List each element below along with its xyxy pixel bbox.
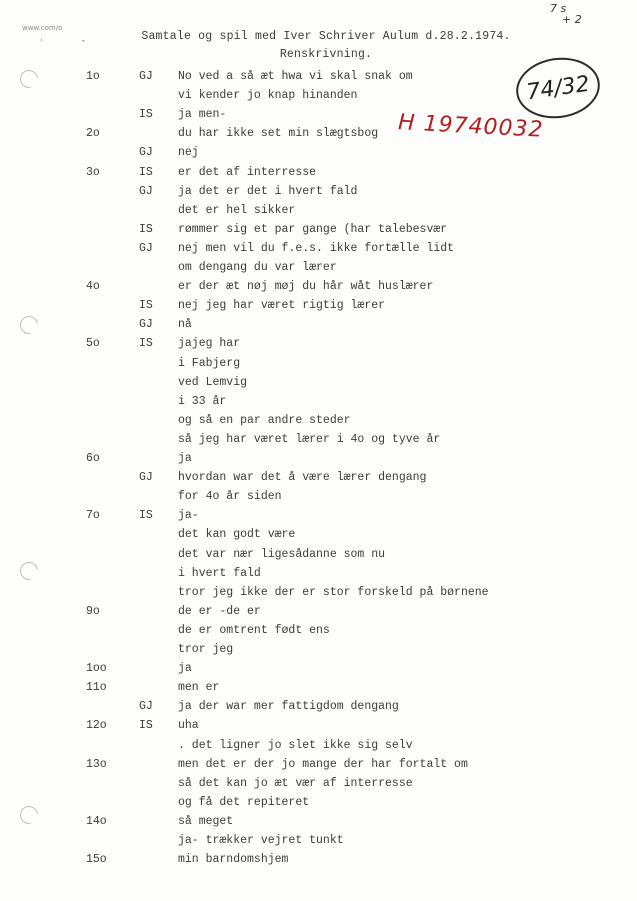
transcript-line — [0, 700, 637, 717]
spoken-text: ja- trækker vejret tunkt — [178, 834, 344, 847]
transcript-line — [0, 108, 637, 125]
handwritten-note-top-2: + 2 — [562, 13, 582, 26]
transcript-line — [0, 166, 637, 183]
spoken-text: ja — [178, 662, 192, 676]
line-number: 12o — [86, 719, 107, 733]
transcript-line — [0, 853, 637, 870]
transcript-line — [0, 815, 637, 832]
transcript-line — [0, 204, 637, 221]
speaker-initials: IS — [139, 299, 153, 313]
transcript-line — [0, 395, 637, 412]
speaker-initials: IS — [139, 222, 153, 236]
transcript-line — [0, 834, 637, 851]
spoken-text: så det kan jo æt vær af interresse — [178, 776, 413, 790]
spoken-text: det var nær ligesådanne som nu — [178, 547, 386, 561]
transcript-line — [0, 242, 637, 259]
transcript-line — [0, 318, 637, 335]
spoken-text: er der æt nøj møj du hår wåt huslærer — [178, 280, 434, 294]
line-number: 1oo — [86, 662, 107, 676]
document-title: Samtale og spil med Iver Schriver Aulum d.28.2.1974. — [141, 30, 511, 43]
spoken-text: det kan godt være — [178, 528, 296, 542]
spoken-text: nej — [178, 146, 199, 160]
transcript-line — [0, 567, 637, 584]
spoken-text: ved Lemvig — [178, 375, 248, 389]
speaker-initials: GJ — [139, 700, 153, 714]
spoken-text: så jeg har været lærer i 4o og tyve år — [178, 432, 441, 446]
line-number: 15o — [86, 853, 107, 867]
circled-archive-number: 74/32 — [512, 52, 604, 123]
spoken-text: ja der war mer fattigdom dengang — [178, 700, 399, 714]
line-number: 1o — [86, 70, 100, 83]
spoken-text: de er omtrent født ens — [178, 623, 330, 637]
spoken-text: er det af interresse — [178, 165, 317, 179]
line-number: 2o — [86, 127, 100, 141]
speaker-initials: GJ — [139, 318, 153, 332]
transcript-line — [0, 433, 637, 450]
speaker-initials: IS — [139, 509, 153, 523]
speaker-initials: IS — [139, 337, 153, 351]
transcript-line — [0, 452, 637, 469]
speaker-initials: IS — [139, 108, 153, 122]
spoken-text: nej men vil du f.e.s. ikke fortælle lidt — [178, 241, 455, 255]
spoken-text: ja- — [178, 509, 199, 523]
line-number: 6o — [86, 452, 100, 465]
speaker-initials: GJ — [139, 241, 153, 255]
spoken-text: og få det repiteret — [178, 795, 310, 809]
transcript-line — [0, 89, 637, 106]
spoken-text: for 4o år siden — [178, 490, 282, 504]
transcript-line — [0, 643, 637, 660]
transcript-line — [0, 509, 637, 526]
transcript-line — [0, 146, 637, 163]
spoken-text: nå — [178, 318, 192, 332]
spoken-text: tror jeg ikke der er stor forskeld på børnene — [178, 585, 489, 599]
transcript-line — [0, 223, 637, 240]
handwritten-note-top: 7 s — [550, 2, 567, 15]
spoken-text: hvordan war det å være lærer dengang — [178, 471, 427, 485]
speaker-initials: IS — [139, 719, 153, 733]
line-number: 13o — [86, 757, 107, 771]
spoken-text: ja det er det i hvert fald — [178, 184, 358, 198]
corner-scribble: www.com/o — [22, 24, 63, 32]
transcript-line — [0, 662, 637, 679]
line-number: 5o — [86, 337, 100, 351]
spoken-text: de er -de er — [178, 604, 261, 618]
transcript-line — [0, 471, 637, 488]
transcript-line — [0, 681, 637, 698]
transcript-line — [0, 758, 637, 775]
transcript-line — [0, 796, 637, 813]
line-number: 14o — [86, 814, 107, 828]
transcript-line — [0, 185, 637, 202]
spoken-text: i 33 år — [178, 394, 227, 408]
line-number: 4o — [86, 280, 100, 294]
spoken-text: i Fabjerg — [178, 356, 241, 370]
spoken-text: No ved a så æt hwa vi skal snak om — [178, 70, 413, 83]
spoken-text: vi kender jo knap hinanden — [178, 89, 358, 103]
transcript-line — [0, 777, 637, 794]
speaker-initials: IS — [139, 165, 153, 179]
speaker-initials: GJ — [139, 70, 153, 83]
spoken-text: . det ligner jo slet ikke sig selv — [178, 738, 413, 752]
transcript-line — [0, 70, 637, 87]
transcript-line — [0, 624, 637, 641]
spoken-text: du har ikke set min slægtsbog — [178, 127, 379, 141]
spoken-text: men er — [178, 681, 220, 695]
transcript-line — [0, 414, 637, 431]
line-number: 9o — [86, 604, 100, 618]
transcript-line — [0, 739, 637, 756]
spoken-text: tror jeg — [178, 643, 234, 656]
spoken-text: i hvert fald — [178, 566, 261, 580]
spoken-text: og så en par andre steder — [178, 413, 351, 427]
spoken-text: det er hel sikker — [178, 203, 296, 217]
corner-marks: · - — [40, 36, 103, 46]
spoken-text: ja — [178, 452, 192, 465]
transcript-line — [0, 548, 637, 565]
spoken-text: jajeg har — [178, 337, 241, 351]
transcript-line — [0, 127, 637, 144]
document-subtitle: Renskrivning. — [279, 48, 373, 61]
transcript-line — [0, 261, 637, 278]
transcript-line — [0, 280, 637, 297]
red-archive-code: H 19740032 — [397, 110, 545, 143]
transcript-line — [0, 337, 637, 354]
spoken-text: ja men- — [178, 108, 227, 122]
spoken-text: rømmer sig et par gange (har talebesvær — [178, 222, 448, 236]
line-number: 11o — [86, 681, 107, 695]
line-number: 7o — [86, 509, 100, 523]
line-number: 3o — [86, 165, 100, 179]
transcript-line — [0, 605, 637, 622]
transcript-line — [0, 586, 637, 603]
spoken-text: uha — [178, 719, 199, 733]
transcript-line — [0, 376, 637, 393]
transcript-line — [0, 357, 637, 374]
speaker-initials: GJ — [139, 471, 153, 485]
transcript-line — [0, 490, 637, 507]
spoken-text: så meget — [178, 814, 234, 828]
spoken-text: nej jeg har været rigtig lærer — [178, 299, 386, 313]
speaker-initials: GJ — [139, 146, 153, 160]
speaker-initials: GJ — [139, 184, 153, 198]
spoken-text: min barndomshjem — [178, 853, 289, 867]
spoken-text: men det er der jo mange der har fortalt om — [178, 757, 468, 771]
transcript-line — [0, 719, 637, 736]
transcript-line — [0, 299, 637, 316]
transcript-line — [0, 528, 637, 545]
spoken-text: om dengang du var lærer — [178, 261, 337, 274]
